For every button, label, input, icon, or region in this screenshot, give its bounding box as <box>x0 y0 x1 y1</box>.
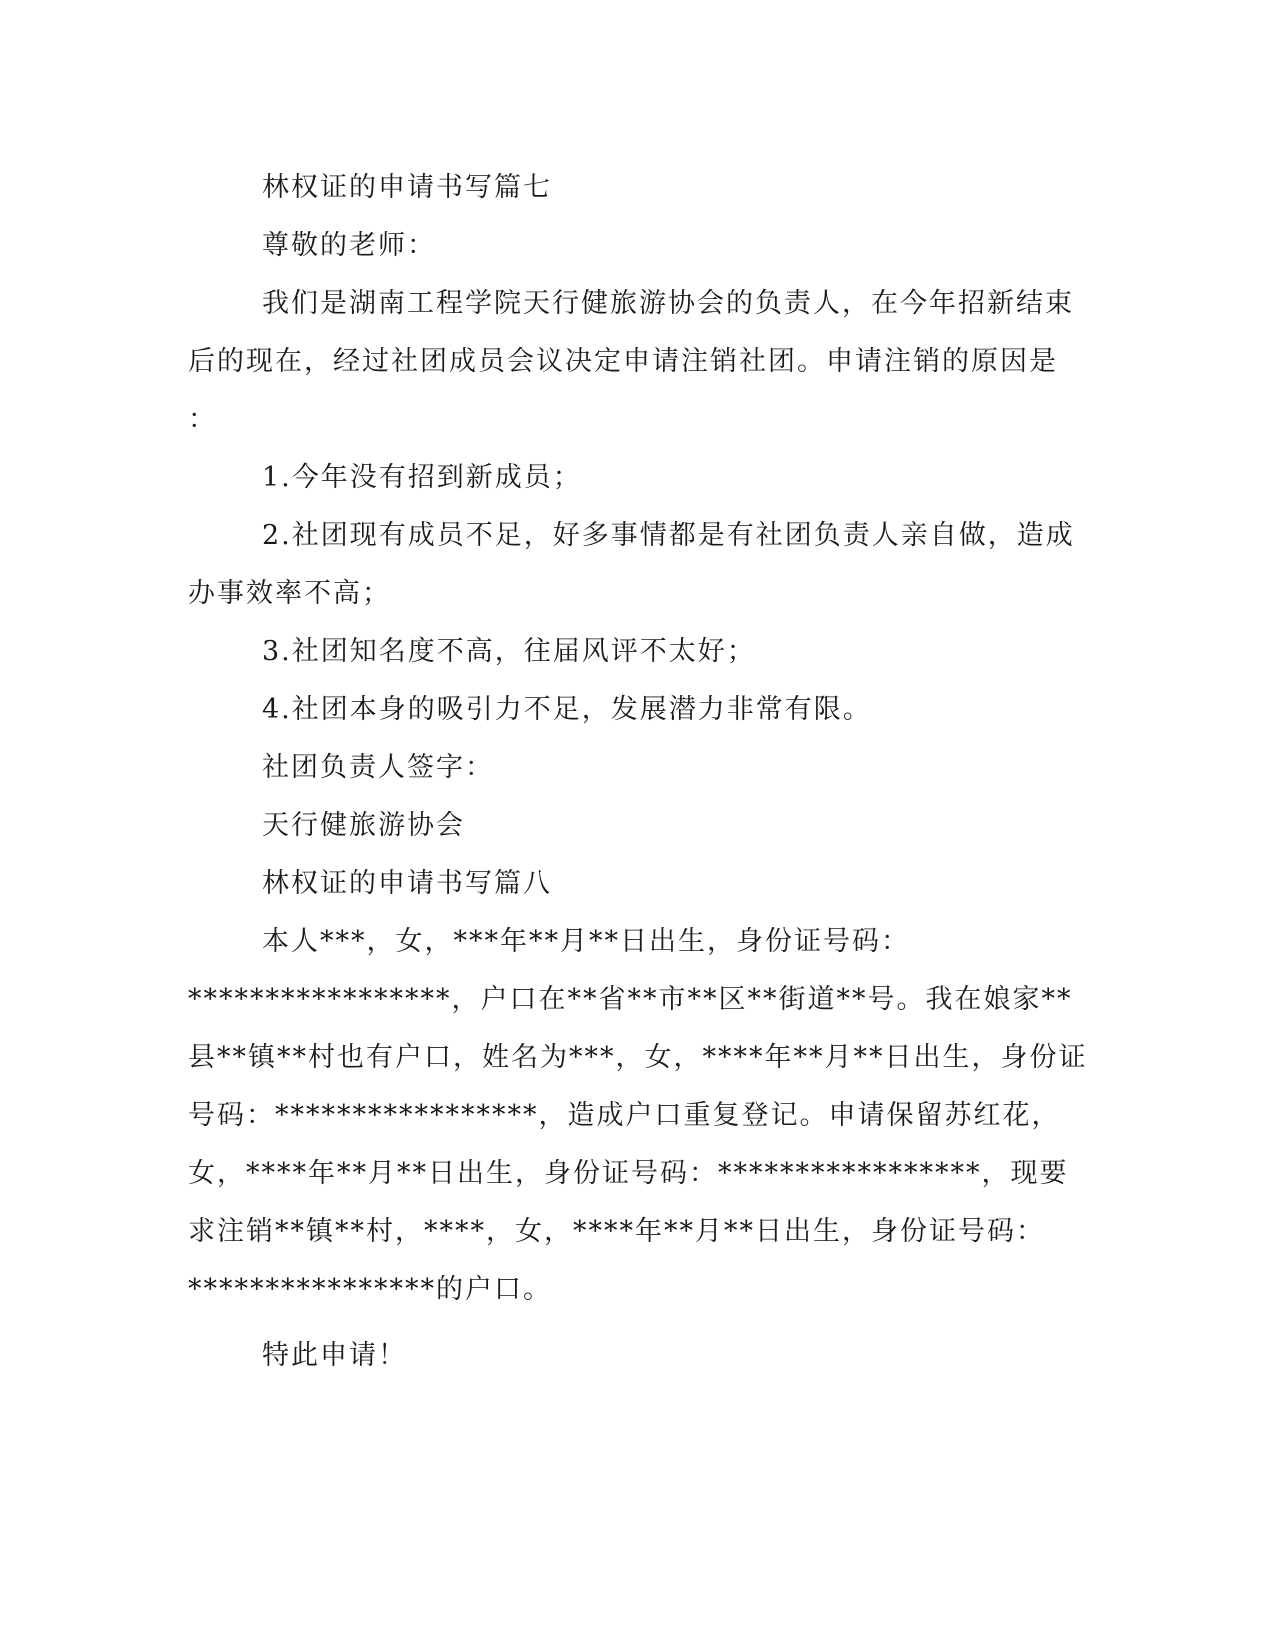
reason-item-1: 1.今年没有招到新成员； <box>262 462 582 493</box>
section-title-7: 林权证的申请书写篇七 <box>262 172 552 203</box>
reason-item-3: 3.社团知名度不高，往届风评不太好； <box>262 636 756 667</box>
paragraph-line: 我们是湖南工程学院天行健旅游协会的负责人，在今年招新结束 <box>262 288 1074 319</box>
paragraph-line: 县**镇**村也有户口，姓名为***，女，****年**月**日出生，身份证 <box>188 1042 1088 1073</box>
paragraph-line: ****************的户口。 <box>188 1274 552 1305</box>
salutation: 尊敬的老师： <box>262 230 436 261</box>
paragraph-line: *****************，户口在**省**市**区**街道**号。我在娘家** <box>188 984 1073 1015</box>
reason-item-2-continued: 办事效率不高； <box>188 578 391 609</box>
paragraph-line: ： <box>188 404 217 435</box>
paragraph-line: 求注销**镇**村，****，女，****年**月**日出生，身份证号码： <box>188 1216 1045 1247</box>
signature-label: 社团负责人签字： <box>262 752 494 783</box>
paragraph-line: 本人***，女，***年**月**日出生，身份证号码： <box>262 926 910 957</box>
reason-item-2: 2.社团现有成员不足，好多事情都是有社团负责人亲自做，造成 <box>262 520 1075 551</box>
paragraph-line: 后的现在，经过社团成员会议决定申请注销社团。申请注销的原因是 <box>188 346 1058 377</box>
paragraph-line: 号码：*****************，造成户口重复登记。申请保留苏红花， <box>188 1100 1061 1131</box>
reason-item-4: 4.社团本身的吸引力不足，发展潜力非常有限。 <box>262 694 872 725</box>
closing-line: 特此申请！ <box>262 1340 407 1371</box>
organization-name: 天行健旅游协会 <box>262 810 465 841</box>
paragraph-line: 女，****年**月**日出生，身份证号码：*****************，现要 <box>188 1158 1069 1189</box>
section-title-8: 林权证的申请书写篇八 <box>262 868 552 899</box>
